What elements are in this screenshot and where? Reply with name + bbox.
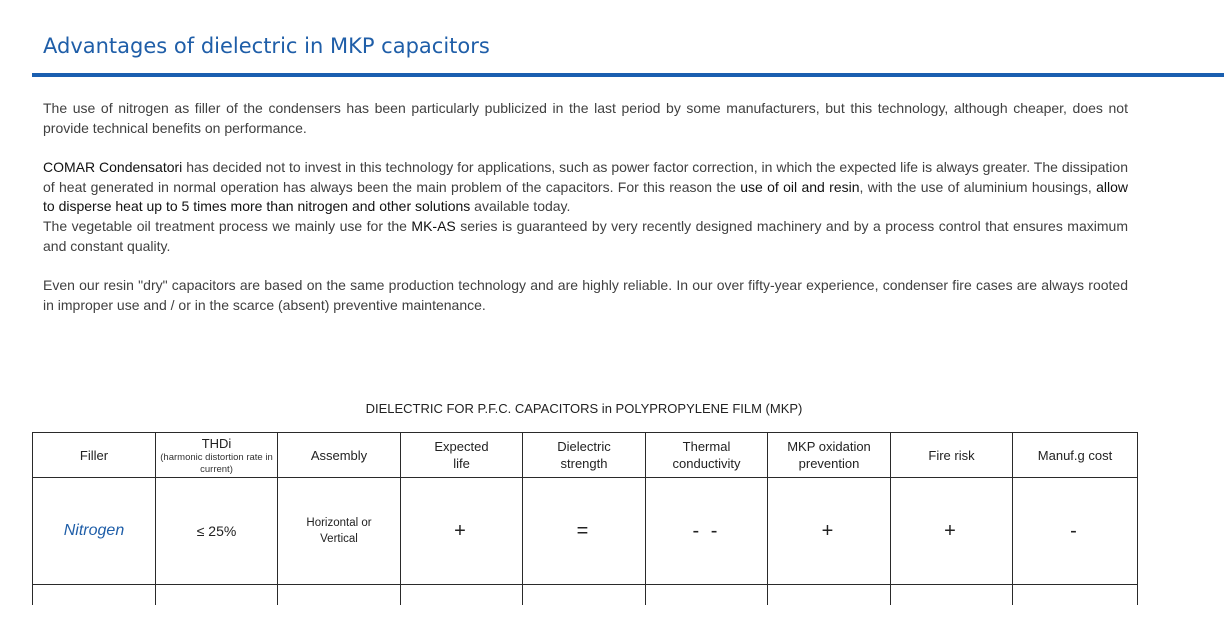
page-title: Advantages of dielectric in MKP capacitors (43, 34, 490, 58)
paragraph-text: series is guaranteed by very recently designed machinery and by a process control that ensures maximum and constant quality. (43, 218, 1128, 254)
header-oxidation-prevention (768, 433, 891, 478)
cell-assembly (278, 478, 401, 585)
title-divider (32, 73, 1224, 77)
cell-empty (156, 585, 278, 606)
cell-thdi: ≤ 25% (156, 478, 278, 585)
cell-empty (891, 585, 1013, 606)
cell-thermal-conductivity: - - (646, 478, 768, 585)
header-line: Dielectric (557, 439, 611, 454)
paragraph-text: has decided not to invest in this technology for applications, such as power factor correction, in which the expected life is always greater. The dissipation of heat generated in normal operation has always been the main problem of the capacitors. For this reason the (43, 159, 1128, 195)
header-thdi (156, 433, 278, 478)
header-line: prevention (798, 456, 860, 471)
header-fire-risk: Fire risk (891, 433, 1013, 478)
cell-fire-risk: + (891, 478, 1013, 585)
table-header-row (33, 433, 1138, 478)
series-name: MK-AS (411, 218, 456, 234)
header-thermal-conductivity (646, 433, 768, 478)
table-row-partial (33, 585, 1138, 606)
cell-empty (646, 585, 768, 606)
table-caption: DIELECTRIC FOR P.F.C. CAPACITORS in POLYPROPYLENE FILM (MKP) (365, 401, 803, 416)
cell-line: Horizontal or (306, 517, 372, 529)
header-assembly: Assembly (278, 433, 401, 478)
header-line: conductivity (672, 456, 741, 471)
header-dielectric-strength (523, 433, 646, 478)
paragraph-text: available today. (470, 198, 571, 214)
paragraph-text: , with the use of aluminium housings, (859, 178, 1097, 195)
cell-manufacturing-cost: - (1013, 478, 1138, 585)
cell-filler: Nitrogen (33, 478, 156, 585)
cell-empty (1013, 585, 1138, 606)
header-manufacturing-cost: Manuf.g cost (1013, 433, 1138, 478)
cell-empty (768, 585, 891, 606)
header-line: MKP oxidation (787, 439, 871, 454)
cell-empty (278, 585, 401, 606)
paragraph-text: The vegetable oil treatment process we mainly use for the (43, 218, 412, 234)
highlight-oil-resin: use of oil and resin (740, 178, 860, 195)
dielectric-comparison-table (32, 432, 1138, 605)
cell-expected-life: + (401, 478, 523, 585)
header-filler: Filler (33, 433, 156, 478)
table-row (33, 478, 1138, 585)
comar-paragraph (43, 158, 1128, 217)
oil-treatment-paragraph (43, 217, 1128, 256)
header-line: life (453, 456, 470, 471)
cell-dielectric-strength: = (523, 478, 646, 585)
header-expected-life (401, 433, 523, 478)
intro-paragraph: The use of nitrogen as filler of the condensers has been particularly publicized in the last period by some manufacturers, but this technology, although cheaper, does not provide technical benefits on performance. (43, 100, 1128, 136)
cell-empty (523, 585, 646, 606)
cell-oxidation-prevention: + (768, 478, 891, 585)
header-thdi-label: THDi (201, 435, 232, 451)
header-line: Expected (434, 439, 489, 454)
cell-line: Vertical (320, 533, 358, 545)
company-name: COMAR Condensatori (43, 159, 183, 175)
header-line: Thermal (682, 439, 731, 454)
dry-capacitors-paragraph: Even our resin "dry" capacitors are based on the same production technology and are highly reliable. In our over fifty-year experience, condenser fire cases are always rooted in improper use and / or in the scarce (absent) preventive maintenance. (43, 277, 1128, 313)
cell-empty (33, 585, 156, 606)
highlight-heat-dispersion: allow to disperse heat up to 5 times more than nitrogen and other solutions (43, 178, 1128, 214)
header-thdi-subtitle: (harmonic distortion rate in current) (160, 451, 273, 475)
cell-empty (401, 585, 523, 606)
header-line: strength (560, 456, 608, 471)
